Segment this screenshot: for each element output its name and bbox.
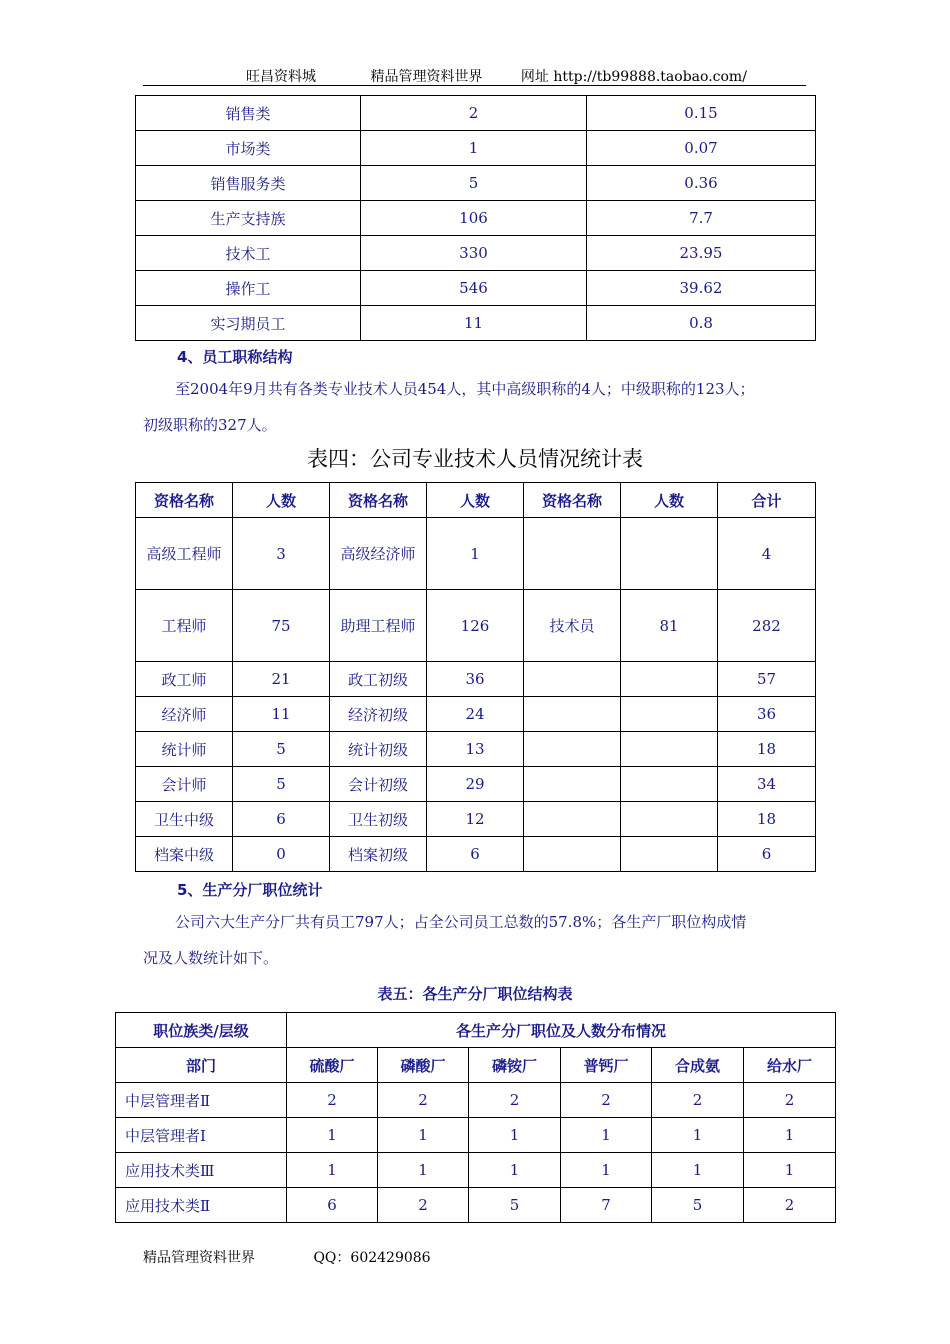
table-cell: 0.15: [587, 96, 816, 131]
table-cell: [621, 802, 718, 837]
table5-column-header: 硫酸厂: [287, 1048, 378, 1083]
table-row: [136, 732, 816, 767]
table-row: [136, 271, 816, 306]
table-row: [136, 518, 816, 590]
table-row: [136, 306, 816, 341]
table-row: [116, 1153, 836, 1188]
table-cell: [524, 518, 621, 590]
table5-group-header: 各生产分厂职位及人数分布情况: [287, 1013, 836, 1048]
table4-header-cell: 资格名称: [136, 483, 233, 518]
table-cell: 0: [233, 837, 330, 872]
table-cell: 2: [287, 1083, 378, 1118]
table-cell: 24: [427, 697, 524, 732]
table-row: [136, 837, 816, 872]
table-cell: 5: [233, 732, 330, 767]
table-row: [116, 1118, 836, 1153]
table-row: [116, 1188, 836, 1223]
table-cell: 11: [361, 306, 587, 341]
table-cell: 7.7: [587, 201, 816, 236]
table5-row-label: 中层管理者Ⅱ: [116, 1083, 287, 1118]
table-cell: 57: [718, 662, 816, 697]
table-cell: 卫生初级: [330, 802, 427, 837]
table-cell: [524, 697, 621, 732]
table-cell: 23.95: [587, 236, 816, 271]
table-row: [136, 590, 816, 662]
header-slogan: 精品管理资料世界: [370, 69, 483, 85]
table-cell: 1: [469, 1153, 561, 1188]
table-row: [136, 697, 816, 732]
table-cell: 技术工: [136, 236, 361, 271]
table-cell: 工程师: [136, 590, 233, 662]
table-row: [136, 96, 816, 131]
table5-row-label: 应用技术类Ⅱ: [116, 1188, 287, 1223]
table-cell: 75: [233, 590, 330, 662]
table5-header-row1: [116, 1013, 836, 1048]
table5-column-header: 普钙厂: [561, 1048, 652, 1083]
table-cell: 1: [744, 1118, 836, 1153]
table-row: [136, 166, 816, 201]
table-cell: 3: [233, 518, 330, 590]
table5-header-row2: [116, 1048, 836, 1083]
table5-title: 表五：各生产分厂职位结构表: [377, 985, 573, 1003]
table4-header-cell: 人数: [427, 483, 524, 518]
section5-heading: 5、生产分厂职位统计: [177, 881, 323, 899]
table-cell: 12: [427, 802, 524, 837]
table-cell: 18: [718, 802, 816, 837]
table-cell: 1: [287, 1153, 378, 1188]
table-cell: 1: [361, 131, 587, 166]
table-row: [136, 767, 816, 802]
table5-column-header: 合成氨: [652, 1048, 744, 1083]
section5-text-line2: 况及人数统计如下。: [143, 949, 279, 967]
table-cell: 市场类: [136, 131, 361, 166]
table-cell: 5: [233, 767, 330, 802]
table-cell: 政工师: [136, 662, 233, 697]
table-cell: 126: [427, 590, 524, 662]
table-cell: 0.36: [587, 166, 816, 201]
table-cell: 2: [378, 1083, 469, 1118]
table-cell: 1: [744, 1153, 836, 1188]
table-cell: 282: [718, 590, 816, 662]
section4-paragraph: [143, 371, 815, 443]
table-cell: [524, 767, 621, 802]
section5-paragraph: [143, 904, 815, 976]
table-row: [136, 802, 816, 837]
table-cell: 2: [561, 1083, 652, 1118]
table-cell: 7: [561, 1188, 652, 1223]
table-cell: 档案中级: [136, 837, 233, 872]
table-cell: 政工初级: [330, 662, 427, 697]
section4-text-line2: 初级职称的327人。: [143, 416, 277, 434]
table-cell: 卫生中级: [136, 802, 233, 837]
table-cell: [621, 732, 718, 767]
table-cell: [524, 837, 621, 872]
table4-header-cell: 合计: [718, 483, 816, 518]
table-cell: 330: [361, 236, 587, 271]
table-cell: 5: [361, 166, 587, 201]
table-cell: 2: [744, 1188, 836, 1223]
table-cell: 6: [718, 837, 816, 872]
table-cell: 助理工程师: [330, 590, 427, 662]
table5-corner-top: 职位族类/层级: [116, 1013, 287, 1048]
table5-column-header: 给水厂: [744, 1048, 836, 1083]
table-cell: 1: [378, 1118, 469, 1153]
table-cell: 1: [561, 1153, 652, 1188]
page-footer: [143, 1247, 431, 1267]
table-cell: 1: [652, 1118, 744, 1153]
table-cell: 统计师: [136, 732, 233, 767]
table5-corner-bottom: 部门: [116, 1048, 287, 1083]
table5-row-label: 中层管理者Ⅰ: [116, 1118, 287, 1153]
table-cell: 销售服务类: [136, 166, 361, 201]
table-cell: 2: [744, 1083, 836, 1118]
table-cell: [621, 767, 718, 802]
table-cell: 2: [378, 1188, 469, 1223]
table-cell: [524, 732, 621, 767]
header-divider: [143, 85, 806, 86]
table-cell: 生产支持族: [136, 201, 361, 236]
table-cell: 6: [233, 802, 330, 837]
table4-header-cell: 人数: [621, 483, 718, 518]
table-cell: 会计师: [136, 767, 233, 802]
table-cell: 546: [361, 271, 587, 306]
section5-text-line1: 公司六大生产分厂共有员工797人；占全公司员工总数的57.8%；各生产厂职位构成情: [175, 913, 747, 931]
table5-column-header: 磷酸厂: [378, 1048, 469, 1083]
table4-header-cell: 人数: [233, 483, 330, 518]
table-cell: 1: [427, 518, 524, 590]
table-cell: 实习期员工: [136, 306, 361, 341]
section4-text-line1: 至2004年9月共有各类专业技术人员454人，其中高级职称的4人；中级职称的123人；: [175, 380, 755, 398]
table-cell: 5: [652, 1188, 744, 1223]
table4-title: 表四：公司专业技术人员情况统计表: [307, 447, 643, 471]
table-cell: 经济师: [136, 697, 233, 732]
table-row: [136, 131, 816, 166]
table-cell: 会计初级: [330, 767, 427, 802]
table-cell: 经济初级: [330, 697, 427, 732]
table-cell: 操作工: [136, 271, 361, 306]
table-cell: 档案初级: [330, 837, 427, 872]
table-cell: 11: [233, 697, 330, 732]
table-cell: [524, 662, 621, 697]
header-url: 网址 http://tb99888.taobao.com/: [520, 69, 747, 85]
table-cell: 0.8: [587, 306, 816, 341]
table-cell: 6: [287, 1188, 378, 1223]
section4-heading: 4、员工职称结构: [177, 348, 293, 366]
table-row: [136, 662, 816, 697]
table5-column-header: 磷铵厂: [469, 1048, 561, 1083]
table-cell: 1: [561, 1118, 652, 1153]
table-cell: 1: [469, 1118, 561, 1153]
table-cell: 高级工程师: [136, 518, 233, 590]
table-cell: 81: [621, 590, 718, 662]
table4-header-cell: 资格名称: [330, 483, 427, 518]
table-cell: [621, 837, 718, 872]
table-cell: 21: [233, 662, 330, 697]
table-cell: [621, 662, 718, 697]
table4-header-row: [136, 483, 816, 518]
table-cell: 销售类: [136, 96, 361, 131]
table-cell: 0.07: [587, 131, 816, 166]
table-cell: 18: [718, 732, 816, 767]
table-row: [116, 1083, 836, 1118]
table-cell: 高级经济师: [330, 518, 427, 590]
table-cell: 技术员: [524, 590, 621, 662]
table-cell: 29: [427, 767, 524, 802]
table-row: [136, 201, 816, 236]
footer-slogan: 精品管理资料世界: [143, 1250, 255, 1266]
table-cell: [524, 802, 621, 837]
page-header: [143, 66, 806, 86]
footer-qq: QQ：602429086: [313, 1250, 431, 1266]
table-cell: 2: [361, 96, 587, 131]
table5-row-label: 应用技术类Ⅲ: [116, 1153, 287, 1188]
table-cell: 106: [361, 201, 587, 236]
table-row: [136, 236, 816, 271]
factory-position-table: [115, 1012, 836, 1223]
table-cell: 统计初级: [330, 732, 427, 767]
table-cell: 36: [427, 662, 524, 697]
tech-staff-table: [135, 482, 816, 872]
table-cell: 2: [469, 1083, 561, 1118]
table-cell: 6: [427, 837, 524, 872]
table-cell: 34: [718, 767, 816, 802]
table-cell: 39.62: [587, 271, 816, 306]
table-cell: 1: [652, 1153, 744, 1188]
table-cell: 13: [427, 732, 524, 767]
table-cell: 1: [287, 1118, 378, 1153]
table-cell: 1: [378, 1153, 469, 1188]
table-cell: 2: [652, 1083, 744, 1118]
table-cell: 36: [718, 697, 816, 732]
staff-category-table: [135, 95, 816, 341]
table-cell: [621, 697, 718, 732]
table-cell: 4: [718, 518, 816, 590]
table4-header-cell: 资格名称: [524, 483, 621, 518]
header-brand: 旺昌资料城: [246, 69, 316, 85]
table-cell: [621, 518, 718, 590]
table-cell: 5: [469, 1188, 561, 1223]
